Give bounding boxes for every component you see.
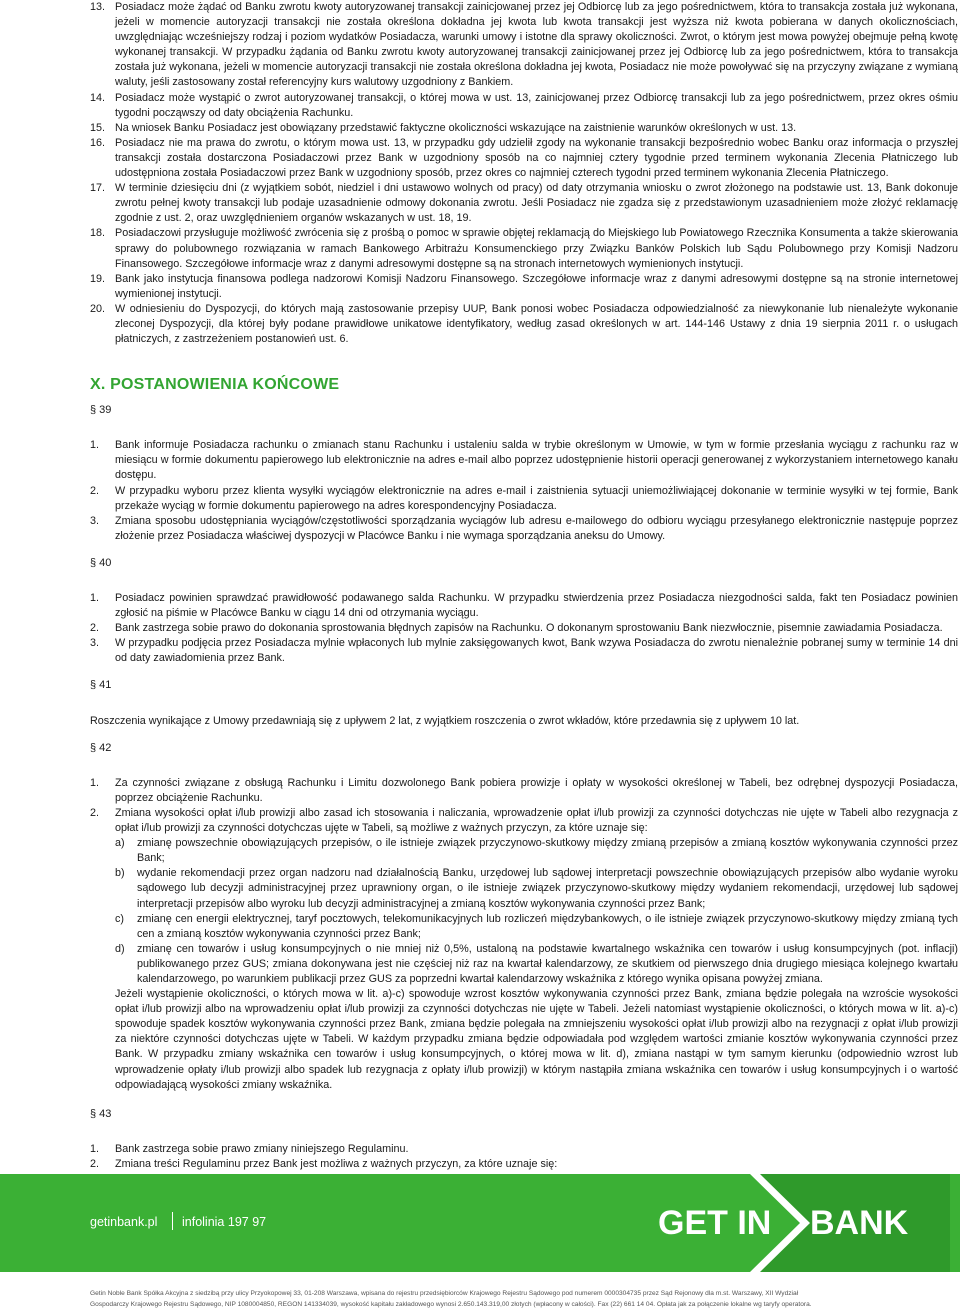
closing-paragraph: Jeżeli wystąpienie okoliczności, o których mowa w lit. a)-c) spowoduje wzrost kosztów wykonywania czynności przez Bank, zmiana będzie polegała na wzroście wysokości opłat i/lub prowizji albo na wprowadzeniu opłat i/lub prowizji za czynności dotychczas nie ujęte w Tabeli. Jeżeli natomiast wystąpienie okoliczności, o których mowa w lit. a)-c) spowoduje spadek kosztów wykonywania czynności przez Bank, zmiana będzie polegała na zmniejszeniu wysokości opłat i/lub prowizji albo na rezygnacji z opłat i/lub prowizji za niektóre czynności dotychczas ujęte w Tabeli. W każdym przypadku zmiana będzie odpowiadała pod względem wartości zmianie kosztów wykonywania czynności przez Bank. W przypadku zmiany wskaźnika cen towarów i usług konsumpcyjnych, o której mowa w lit. d), zmiana nastąpi w tym samym kierunku (odpowiednio wzrost lub wprowadzenie opłaty i/lub prowizji albo spadek lub rezygnacja z opłaty i/lub prowizji) w którym nastąpiła zmiana wskaźnika cen towarów i usług konsumpcyjnych i o wartość odpowiadającą wysokości zmiany wskaźnika. [115, 988, 958, 1091]
logo-text-getin: GET IN [658, 1204, 772, 1242]
hotline-text: infolinia 197 97 [182, 1215, 267, 1229]
paragraph-mark-43: § 43 [90, 1107, 112, 1120]
getin-bank-logo [650, 1174, 950, 1272]
regulations-text [90, 0, 958, 1187]
list-item: 15. Na wniosek Banku Posiadacz jest obowiązany przedstawić faktyczne okoliczności wskazujące na zaistnienie warunków określonych w ust. 13. [90, 121, 797, 134]
list-item: 17. W terminie dziesięciu dni (z wyjątkiem sobót, niedziel i dni ustawowo wolnych od pracy) od daty otrzymania wniosku o zwrot złożonego na podstawie ust. 13, Bank dokonuje zwrotu pełnej kwoty transakcji lub podaje uzasadnienie odmowy dokonania zwrotu. Jeśli Posiadacz nie zgadza się z przedstawionym uzasadnieniem może złożyć reklamację zgodnie z ust. 2, oraz uwzględnieniem organów wskazanych w ust. 18, 19. [90, 182, 958, 225]
logo-text-bank: BANK [810, 1204, 909, 1242]
list-item: 1. Bank informuje Posiadacza rachunku o zmianach stanu Rachunku i ustaleniu salda w trybie określonym w Umowie, w tym w formie przesłania wyciągu z rachunku raz w miesiącu w formie dokumentu papierowego lub elektronicznie na adres e-mail albo poprzez udostępnienie historii operacji generowanej z wykorzystaniem internetowego kanału dostępu. [90, 439, 958, 482]
paragraph-mark-39: § 39 [90, 404, 112, 417]
legal-notice [90, 1288, 956, 1310]
list-item: 1. Posiadacz powinien sprawdzać prawidłowość podawanego salda Rachunku. W przypadku stwierdzenia przez Posiadacza niezgodności salda, fakt ten Posiadacz powinien zgłosić na piśmie w Placówce Banku w ciągu 14 dni od otrzymania wyciągu. [90, 592, 958, 620]
list-item: 2. Zmiana treści Regulaminu przez Bank jest możliwa z ważnych przyczyn, za które uznaje się: [90, 1157, 958, 1187]
legal-line: Getin Noble Bank Spółka Akcyjna z siedzibą przy ulicy Przyokopowej 33, 01-208 Warszawa, wpisana do rejestru przedsiębiorców Krajowego Rejestru Sądowego pod numerem 0000304735 przez Sąd Rejonowy dla m.st. Warszawy, XII Wydział [90, 1290, 799, 1297]
list-item: 18. Posiadaczowi przysługuje możliwość zwrócenia się z prośbą o pomoc w sprawie objętej reklamacją do Miejskiego lub Powiatowego Rzecznika Konsumenta a także skierowania sprawy do polubownego rozwiązania w ramach Bankowego Arbitrażu Konsumenckiego przy Związku Banków Polskich lub Sądu Polubownego przy Komisji Nadzoru Finansowego. Szczegółowe informacje wraz z danymi adresowymi dostępne są na stronach internetowych wymienionych instytucji. [90, 227, 958, 270]
sub-item: a) zmianę powszechnie obowiązujących przepisów, o ile istnieje związek przyczynowo-skutkowy między zmianą przepisów a zmianą kosztów wykonywania czynności przez Bank; [115, 837, 958, 865]
paragraph-mark-42: § 42 [90, 741, 112, 754]
list-item: 16. Posiadacz nie ma prawa do zwrotu, o którym mowa ust. 13, w przypadku gdy udzielił zgody na wykonanie transakcji bezpośrednio wobec Banku oraz informacja o przyszłej transakcji została dostarczona Posiadaczowi przez Bank w uzgodniony sposób na co najmniej cztery tygodnie przed terminem wykonania Zlecenia Płatniczego lub udostępniona została Posiadaczowi przez Bank w uzgodniony sposób, przez okres co najmniej czterech tygodni przed terminem wykonania Zlecenia Płatniczego. [90, 136, 958, 180]
paragraph-mark-41: § 41 [90, 679, 112, 692]
list-item: 2. Bank zastrzega sobie prawo do dokonania sprostowania błędnych zapisów na Rachunku. O dokonanym sprostowaniu Bank niezwłocznie, pisemnie zawiadamia Posiadacza. [90, 622, 943, 635]
sub-item: c) zmianę cen energii elektrycznej, taryf pocztowych, telekomunikacyjnych lub rozliczeń międzybankowych, o ile istnieje związek przyczynowo-skutkowy między zmianą tych cen a zmianą kosztów wykonywania czynności przez Bank; [115, 912, 958, 940]
paragraph-text: Roszczenia wynikające z Umowy przedawniają się z upływem 2 lat, z wyjątkiem roszczenia o zwrot wkładów, które przedawnia się z upływem 10 lat. [90, 714, 800, 727]
list-item: 1. Za czynności związane z obsługą Rachunku i Limitu dozwolonego Bank pobiera prowizje i opłaty w wysokości określonej w Tabeli, bez odrębnej dyspozycji Posiadacza, poprzez obciążenie Rachunku. [90, 776, 958, 804]
list-item: 1. Bank zastrzega sobie prawo zmiany niniejszego Regulaminu. [90, 1142, 409, 1155]
section-heading: X. POSTANOWIENIA KOŃCOWE [90, 376, 340, 394]
footer-divider [172, 1212, 173, 1230]
legal-line: Gospodarczy Krajowego Rejestru Sądowego, NIP 1080004850, REGON 141334039, wysokość kapitału zakładowego wynosi 2.650.143.319,00 złotych (wpłacony w całości). Fax (22) 661 14 04. Opłata jak za połączenie lokalne wg taryfy operatora. [90, 1301, 812, 1308]
list-item: 20. W odniesieniu do Dyspozycji, do których mają zastosowanie przepisy UUP, Bank ponosi wobec Posiadacza odpowiedzialność za niewykonanie lub nienależyte wykonanie zleconej Dyspozycji, dla której były podane prawidłowe unikatowe identyfikatory, według zasad określonych w art. 144-146 Ustawy z dnia 19 sierpnia 2011 r. o usługach płatniczych, z zastrzeżeniem postanowień ust. 6. [90, 302, 958, 346]
paragraph-mark-40: § 40 [90, 556, 112, 569]
list-item: 2. Zmiana wysokości opłat i/lub prowizji albo zasad ich stosowania i naliczania, wprowadzenie opłat i/lub prowizji za czynności dotychczas nie ujęte w Tabeli albo rezygnacja z opłat i/lub prowizji za czynności dotychczas ujęte w Tabeli, są możliwe z ważnych przyczyn, za które uznaje się: a) zmianę powszechnie obowiązujących przepisów, o ile istnieje związek przyczynowo-skutkowy między zmianą przepisów a zmianą kosztów wykonywania czynności przez Bank; b) wydanie rekomendacji przez organ nadzoru nad działalnością Banku, urzędowej lub sądowej interpretacji powszechnie obowiązujących przepisów albo wydanie wyroku sądowego lub decyzji administracyjnej przez uprawniony organ, o ile istnieje związek przyczynowo-skutkowy między wydaniem rekomendacji, urzędowej lub sądowej interpretacji przepisów albo wyroku lub decyzji administracyjnej a zmianą kosztów wykonywania czynności przez Bank; c) zmianę cen energii elektrycznej, taryf pocztowych, telekomunikacyjnych lub rozliczeń międzybankowych, o ile istnieje związek przyczynowo-skutkowy między zmianą tych cen a zmianą kosztów wykonywania czynności przez Bank; d) zmianę cen towarów i usług konsumpcyjnych o nie mniej niż 0,5%, ustaloną na podstawie kwartalnego wskaźnika cen towarów i usług konsumpcyjnych (pot. inflacji) publikowanego przez GUS; zmiana dokonywana jest nie częściej niż raz na kwartał kalendarzowy, ze skutkiem od pierwszego dnia drugiego miesiąca kolejnego kwartału kalendarzowego, po warunkiem publikacji przez GUS za poprzedni kwartał kalendarzowy wskaźnika z którego wynika opisana powyżej zmiana. Jeżeli wystąpienie okoliczności, o których mowa w lit. a)-c) spowoduje wzrost kosztów wykonywania czynności przez Bank, zmiana będzie polegała na wzroście wysokości opłat i/lub prowizji albo na wprowadzeniu opłat i/lub prowizji za czynności dotychczas nie ujęte w Tabeli. Jeżeli natomiast wystąpienie okoliczności, o których mowa w lit. a)-c) spowoduje spadek kosztów wykonywania czynności przez Bank, zmiana będzie polegała na zmniejszeniu wysokości opłat i/lub prowizji albo na rezygnacji z opłat i/lub prowizji za niektóre czynności dotychczas ujęte w Tabeli. W każdym przypadku zmiana będzie odpowiadała pod względem wartości zmianie kosztów wykonywania czynności przez Bank. W przypadku zmiany wskaźnika cen towarów i usług konsumpcyjnych, o której mowa w lit. d), zmiana nastąpi w tym samym kierunku (odpowiednio wzrost lub wprowadzenie opłaty i/lub prowizji albo spadek lub rezygnacja z opłaty i/lub prowizji) w którym nastąpiła zmiana wskaźnika cen towarów i usług konsumpcyjnych i o wartość odpowiadającą wysokości zmiany wskaźnika. [90, 806, 958, 1093]
sub-item: b) wydanie rekomendacji przez organ nadzoru nad działalnością Banku, urzędowej lub sądowej interpretacji powszechnie obowiązujących przepisów albo wydanie wyroku sądowego lub decyzji administracyjnej przez uprawniony organ, o ile istnieje związek przyczynowo-skutkowy między wydaniem rekomendacji, urzędowej lub sądowej interpretacji przepisów albo wyroku lub decyzji administracyjnej a zmianą kosztów wykonywania czynności przez Bank; [115, 867, 958, 910]
list-item: 14. Posiadacz może wystąpić o zwrot autoryzowanej transakcji, o której mowa w ust. 13, zainicjowanej przez Odbiorcę transakcji lub za jego pośrednictwem, przez okres ośmiu tygodni począwszy od daty obciążenia Rachunku. [90, 91, 958, 119]
list-item: 3. Zmiana sposobu udostępniania wyciągów/częstotliwości sporządzania wyciągów lub adresu e-mailowego do odbioru wyciągu przesyłanego elektronicznie następuje poprzez złożenie przez Posiadacza właściwej dyspozycji w Placówce Banku i nie wymaga sporządzania aneksu do Umowy. [90, 514, 958, 542]
website-link[interactable]: getinbank.pl [90, 1215, 158, 1229]
list-item: 2. W przypadku wyboru przez klienta wysyłki wyciągów elektronicznie na adres e-mail i zaistnienia sytuacji uniemożliwiającej dokonanie w terminie wysyłki w tej formie, Bank przekaże wyciąg w formie dokumentu papierowego na adres korespondencyjny Posiadacza. [90, 484, 958, 512]
list-item: 3. W przypadku podjęcia przez Posiadacza mylnie wpłaconych lub mylnie zaksięgowanych kwot, Bank wzywa Posiadacza do zwrotu nienależnie pobranej sumy w terminie 14 dni od daty zawiadomienia przez Bank. [90, 637, 958, 665]
sub-item: d) zmianę cen towarów i usług konsumpcyjnych o nie mniej niż 0,5%, ustaloną na podstawie kwartalnego wskaźnika cen towarów i usług konsumpcyjnych (pot. inflacji) publikowanego przez GUS; zmiana dokonywana jest nie częściej niż raz na kwartał kalendarzowy, ze skutkiem od pierwszego dnia drugiego miesiąca kolejnego kwartału kalendarzowego, po warunkiem publikacji przez GUS za poprzedni kwartał kalendarzowy wskaźnika z którego wynika opisana powyżej zmiana. [115, 942, 958, 985]
list-item: 19. Bank jako instytucja finansowa podlega nadzorowi Komisji Nadzoru Finansowego. Szczegółowe informacje wraz z danymi adresowymi dostępne są na stronie internetowej wymienionej instytucji. [90, 272, 958, 300]
list-item: 13. Posiadacz może żądać od Banku zwrotu kwoty autoryzowanej transakcji zainicjowanej przez jej Odbiorcę lub za jego pośrednictwem, która to transakcja została już wykonana, jeżeli w momencie autoryzacji transakcji nie została określona dokładna jej kwota lub kwota transakcji jest wyższa niż kwota pobierana w danych okolicznościach, uwzględniając wcześniejszy rodzaj i poziom wydatków Posiadacza, warunki umowy i istotne dla sprawy okoliczności. Zwrot, o którym jest mowa powyżej obejmuje pełną kwotę wykonanej transakcji. W przypadku żądania od Banku zwrotu kwoty autoryzowanej transakcji zainicjowanej przez jej Odbiorcę lub za jego pośrednictwem, która to transakcja została już wykonana, jeżeli w momencie autoryzacji transakcji nie została określona dokładna jej kwota, Posiadacz nie może powoływać się na przyczyny związane z wymianą waluty, jeśli zastosowany został referencyjny kurs walutowy uzgodniony z Bankiem. [90, 1, 958, 89]
